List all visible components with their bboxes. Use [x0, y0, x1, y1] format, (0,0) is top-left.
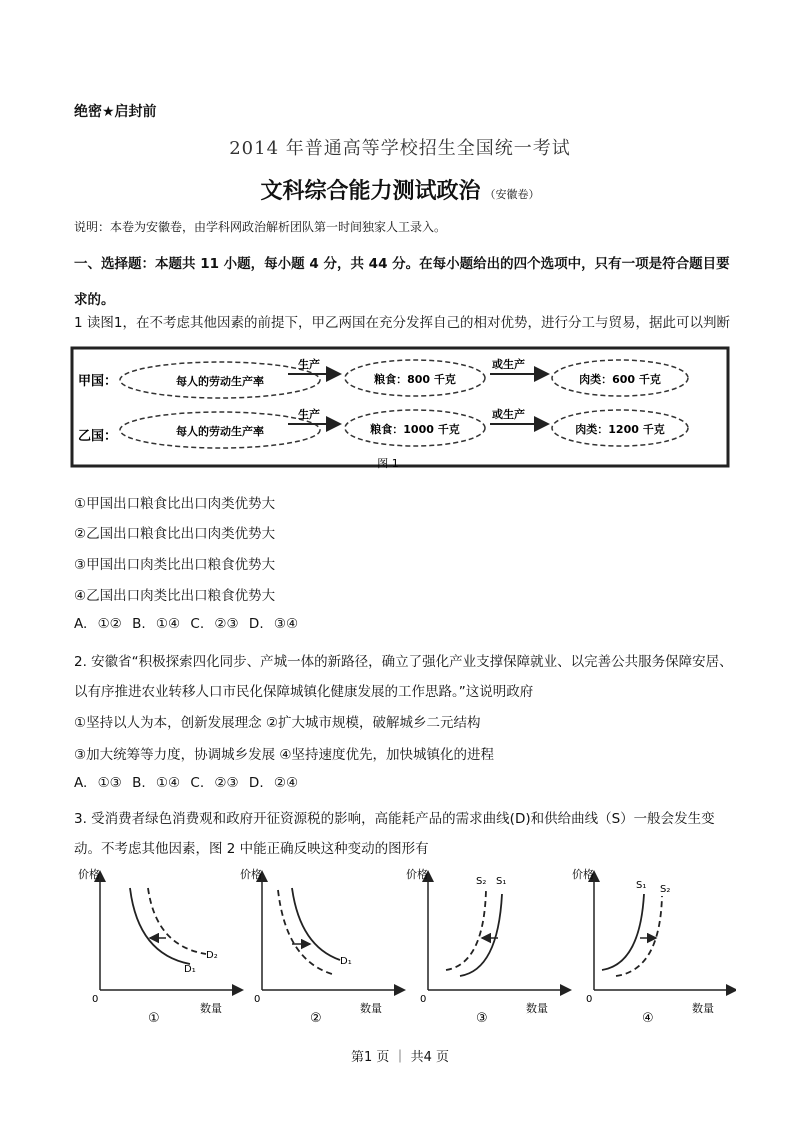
graph-2-origin: 0 — [254, 994, 261, 1005]
row2-produce: 生产 — [298, 408, 320, 421]
graph-1 — [78, 867, 238, 1026]
exam-note: 说明：本卷为安徽卷，由学科网政治解析团队第一时间独家人工录入。 — [74, 220, 447, 234]
row1-grain: 粮食：800 千克 — [374, 373, 456, 386]
q1-option-1: ①甲国出口粮食比出口肉类优势大 — [74, 496, 276, 512]
figure-1-frame — [72, 348, 728, 466]
graph-1-label-d2: D₂ — [206, 950, 218, 961]
row2-meat: 肉类：1200 千克 — [575, 423, 665, 436]
q1-stem: 1 读图1，在不考虑其他因素的前提下，甲乙两国在充分发挥自己的相对优势，进行分工与贸易，据此可以判断 — [74, 315, 730, 331]
subject-title-text: 文科综合能力测试政治 — [260, 179, 481, 204]
q1-option-3: ③甲国出口肉类比出口粮食优势大 — [74, 557, 276, 573]
section-heading: 一、选择题：本题共 11 小题，每小题 4 分，共 44 分。在每小题给出的四个选项中，只有一项是符合题目要求的。 — [74, 256, 730, 308]
q1-option-2: ②乙国出口粮食比出口肉类优势大 — [74, 526, 276, 542]
row2-or-produce: 或生产 — [492, 408, 525, 421]
row1-produce: 生产 — [298, 358, 320, 371]
graph-3-origin: 0 — [420, 994, 427, 1005]
row1-or-produce: 或生产 — [492, 358, 525, 371]
graph-1-curve-d2 — [148, 888, 206, 954]
row1-country: 甲国： — [78, 374, 118, 389]
graph-4-x-label: 数量 — [692, 1002, 714, 1015]
graph-3-label-s2: S₂ — [476, 876, 487, 887]
graph-1-label: ① — [148, 1011, 160, 1026]
subject-tag: （安徽卷） — [484, 188, 540, 201]
row2-rate: 每人的劳动生产率 — [176, 425, 264, 438]
graph-2-label-d1: D₁ — [340, 956, 352, 967]
q1-answers: A. ①② B. ①④ C. ②③ D. ③④ — [74, 616, 299, 632]
graph-2 — [240, 867, 400, 1026]
graph-4-curve-solid — [602, 894, 644, 970]
q2-answers: A. ①③ B. ①④ C. ②③ D. ②④ — [74, 775, 299, 791]
graph-1-x-label: 数量 — [200, 1002, 222, 1015]
q2-stem: 2. 安徽省“积极探索四化同步、产城一体的新路径，确立了强化产业支撑保障就业、以完善公共服务保障安居、以有序推进农业转移人口市民化保障城镇化健康发展的工作思路。”这说明政府 — [74, 654, 733, 700]
q3-stem: 3. 受消费者绿色消费观和政府开征资源税的影响，高能耗产品的需求曲线(D)和供给曲线（S）一般会发生变动。不考虑其他因素，图 2 中能正确反映这种变动的图形有 — [74, 811, 715, 857]
figure-1-caption: 图 1 — [377, 457, 399, 470]
row2-country: 乙国： — [78, 429, 118, 444]
graph-1-curve-d1 — [130, 888, 190, 964]
graph-2-x-label: 数量 — [360, 1002, 382, 1015]
q1-option-4: ④乙国出口肉类比出口粮食优势大 — [74, 588, 276, 604]
graph-3-curve-solid — [460, 894, 502, 976]
q2-options-line2: ③加大统筹等力度，协调城乡发展 ④坚持速度优先，加快城镇化的进程 — [74, 747, 494, 763]
graph-3 — [406, 867, 566, 1026]
q2-options-line1: ①坚持以人为本，创新发展理念 ②扩大城市规模，破解城乡二元结构 — [74, 715, 481, 731]
graph-3-x-label: 数量 — [526, 1002, 548, 1015]
graph-4-y-label: 价格 — [572, 868, 594, 881]
subject-title — [0, 174, 800, 205]
graph-4-curve-dashed — [616, 896, 662, 976]
graph-1-origin: 0 — [92, 994, 99, 1005]
graph-3-y-label: 价格 — [406, 868, 428, 881]
row2-grain: 粮食：1000 千克 — [370, 423, 460, 436]
graph-1-y-label: 价格 — [78, 868, 100, 881]
graph-4-label: ④ — [642, 1011, 654, 1026]
figure-1 — [70, 342, 734, 477]
graph-2-curve-solid — [292, 888, 340, 960]
graph-4-label-s2: S₂ — [660, 884, 671, 895]
graph-4-label-s1: S₁ — [636, 880, 647, 891]
page-footer: 第1 页 ｜ 共4 页 — [350, 1050, 450, 1065]
graph-4-origin: 0 — [586, 994, 593, 1005]
graph-4 — [572, 867, 732, 1026]
confidential-label: 绝密★启封前 — [74, 104, 157, 120]
graph-1-label-d1: D₁ — [184, 964, 196, 975]
figure-2 — [70, 862, 736, 1034]
graph-3-label-s1: S₁ — [496, 876, 507, 887]
graph-3-curve-dashed — [446, 890, 486, 970]
row1-meat: 肉类：600 千克 — [579, 373, 661, 386]
graph-2-curve-dashed — [278, 890, 332, 974]
graph-2-label: ② — [310, 1011, 322, 1026]
graph-2-y-label: 价格 — [240, 868, 262, 881]
row1-rate: 每人的劳动生产率 — [176, 375, 264, 388]
graph-3-label: ③ — [476, 1011, 488, 1026]
exam-title: 2014 年普通高等学校招生全国统一考试 — [229, 138, 571, 159]
